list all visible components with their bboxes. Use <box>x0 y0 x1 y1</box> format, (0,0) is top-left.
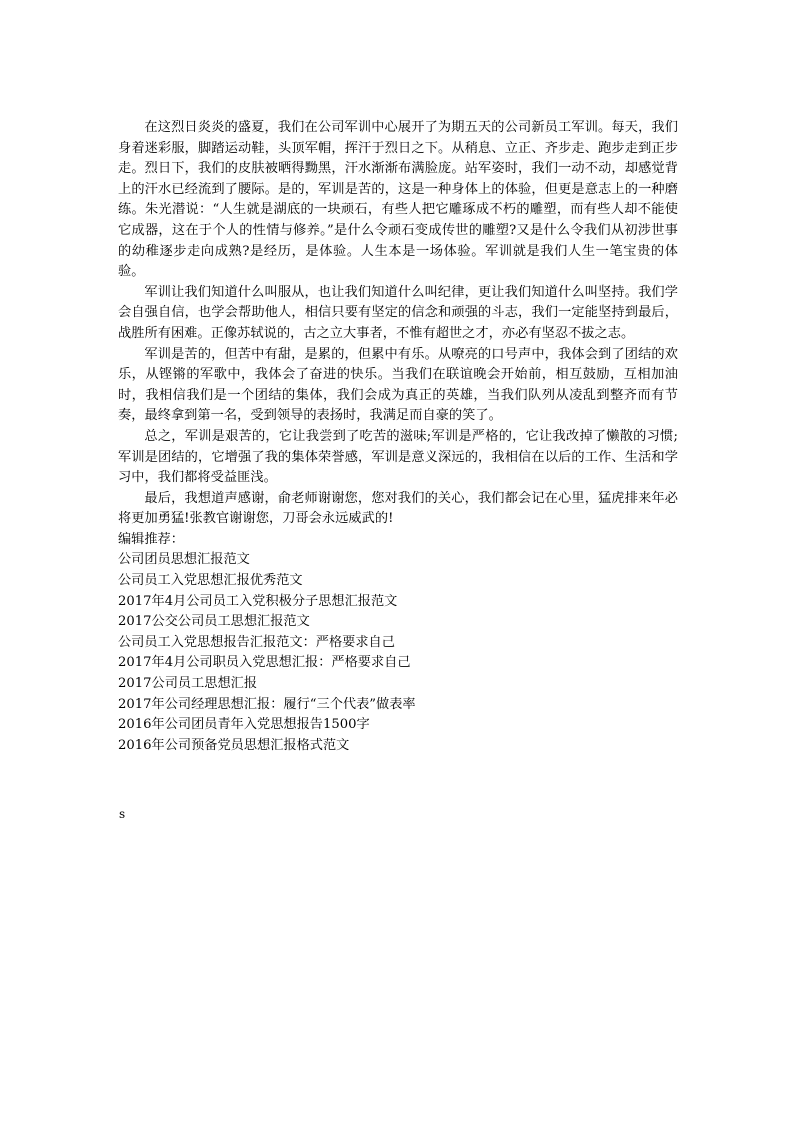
article-paragraph-1: 在这烈日炎炎的盛夏，我们在公司军训中心展开了为期五天的公司新员工军训。每天，我们身着迷彩服，脚踏运动鞋，头顶军帽，挥汗于烈日之下。从稍息、立正、齐步走、跑步走到正步走。烈日下，我们的皮肤被晒得黝黑，汗水渐渐布满脸庞。站军姿时，我们一动不动，却感觉背上的汗水已经流到了腰际。是的，军训是苦的，这是一种身体上的体验，但更是意志上的一种磨练。朱光潜说：“人生就是湖底的一块顽石，有些人把它雕琢成不朽的雕塑，而有些人却不能使它成器，这在于个人的性情与修养。”是什么令顽石变成传世的雕塑?又是什么令我们从初涉世事的幼稚逐步走向成熟?是经历，是体验。人生本是一场体验。军训就是我们人生一笔宝贵的体验。 <box>118 120 678 280</box>
recommendation-link[interactable]: 公司员工入党思想汇报优秀范文 <box>118 573 303 589</box>
recommendations-heading: 编辑推荐： <box>118 531 184 547</box>
recommendation-item <box>118 736 678 757</box>
recommendation-item <box>118 550 678 571</box>
recommendation-link[interactable]: 2017公交公司员工思想汇报范文 <box>118 614 310 630</box>
recommendation-link[interactable]: 2017年4月公司员工入党积极分子思想汇报范文 <box>118 593 398 609</box>
recommendation-item <box>118 612 678 633</box>
recommendation-link[interactable]: 2017公司员工思想汇报 <box>118 676 258 692</box>
recommendation-link[interactable]: 2016年公司预备党员思想汇报格式范文 <box>118 737 350 753</box>
footer-mark: s <box>119 807 126 821</box>
article-paragraph-2: 军训让我们知道什么叫服从，也让我们知道什么叫纪律，更让我们知道什么叫坚持。我们学会自强自信，也学会帮助他人，相信只要有坚定的信念和顽强的斗志，我们一定能坚持到最后，战胜所有困难。正像苏轼说的，古之立大事者，不惟有超世之才，亦必有坚忍不拔之志。 <box>118 284 678 341</box>
recommendation-item <box>118 592 678 613</box>
article-body <box>118 118 678 530</box>
recommendation-link[interactable]: 公司员工入党思想报告汇报范文：严格要求自己 <box>118 634 395 650</box>
recommendation-item <box>118 674 678 695</box>
recommendation-item <box>118 571 678 592</box>
recommendation-item <box>118 715 678 736</box>
recommendations-list <box>118 550 678 756</box>
recommendation-item <box>118 695 678 716</box>
recommendation-item <box>118 653 678 674</box>
recommendation-link[interactable]: 2016年公司团员青年入党思想报告1500字 <box>118 717 370 733</box>
recommendation-link[interactable]: 2017年4月公司职员入党思想汇报：严格要求自己 <box>118 655 411 671</box>
article-paragraph-4: 总之，军训是艰苦的，它让我尝到了吃苦的滋味;军训是严格的，它让我改掉了懒散的习惯;军训是团结的，它增强了我的集体荣誉感，军训是意义深远的，我相信在以后的工作、生活和学习中，我们都将受益匪浅。 <box>118 428 678 486</box>
article-paragraph-3: 军训是苦的，但苦中有甜，是累的，但累中有乐。从嘹亮的口号声中，我体会到了团结的欢乐，从铿锵的军歌中，我体会了奋进的快乐。当我们在联谊晚会开始前，相互鼓励，互相加油时，我相信我们是一个团结的集体，我们会成为真正的英雄，当我们队列从凌乱到整齐而有节奏，最终拿到第一名，受到领导的表扬时，我满足而自豪的笑了。 <box>118 346 678 424</box>
recommendation-link[interactable]: 2017年公司经理思想汇报：履行“三个代表”做表率 <box>118 696 416 712</box>
article-paragraph-5: 最后，我想道声感谢，俞老师谢谢您，您对我们的关心，我们都会记在心里，猛虎排来年必将更加勇猛!张教官谢谢您，刀哥会永远威武的! <box>118 490 678 527</box>
recommendations-section <box>118 530 678 757</box>
recommendation-link[interactable]: 公司团员思想汇报范文 <box>118 552 250 568</box>
recommendation-item <box>118 633 678 654</box>
document-page <box>118 118 678 756</box>
